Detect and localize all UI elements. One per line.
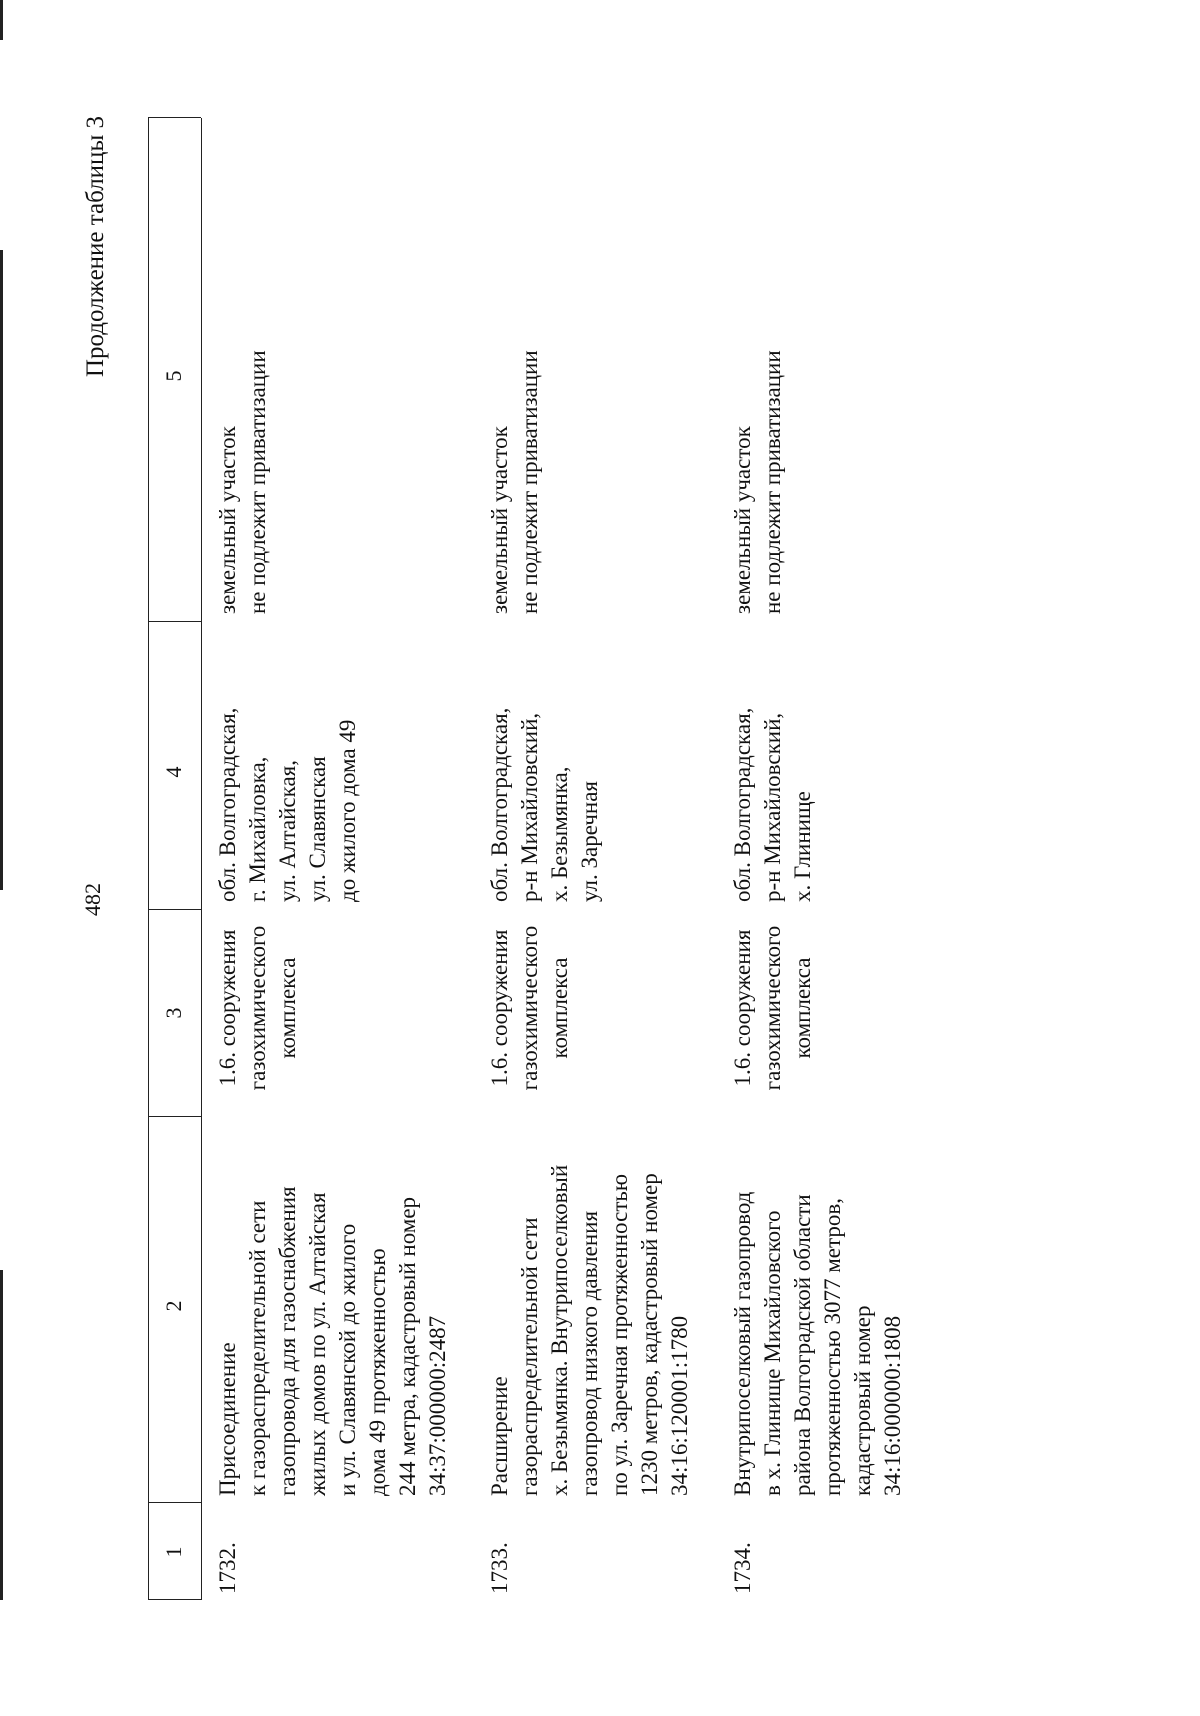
- column-number-4: 4: [161, 766, 186, 778]
- object-name: Расширение газораспределительной сети х. Безымянка. Внутрипоселковый газопровод низкого давления по ул. Заречная протяженностью 1230 метров, кадастровый номер 34:16:120001:1780: [487, 1164, 692, 1496]
- column-divider: [148, 1116, 201, 1117]
- row-number: 1734.: [730, 1542, 755, 1594]
- object-note: земельный участок не подлежит приватизации: [215, 350, 270, 614]
- object-address: обл. Волгоградская, р-н Михайловский, х. Глинище: [730, 707, 815, 902]
- column-number-5: 5: [161, 370, 186, 382]
- column-number-1: 1: [161, 1546, 186, 1558]
- object-type: 1.6. сооружения газохимического комплекса: [730, 925, 815, 1091]
- row-number: 1732.: [215, 1542, 240, 1594]
- scan-edge-mark: [0, 0, 3, 40]
- object-name: Внутрипоселковый газопровод в х. Глинище Михайловского района Волгоградской области протяженностью 3077 метров, кадастровый номер 34:16:000000:1808: [730, 1191, 905, 1496]
- table-caption: Продолжение таблицы 3: [82, 116, 109, 378]
- column-divider: [148, 1502, 201, 1503]
- object-type: 1.6. сооружения газохимического комплекса: [215, 925, 300, 1091]
- header-bottom-rule: [201, 118, 202, 1600]
- column-divider: [148, 117, 201, 118]
- object-name: Присоединение к газораспределительной сети газопровода для газоснабжения жилых домов по ул. Алтайская и ул. Славянской до жилого дома 49 протяженностью 244 метра, кадастровый номер 34:37:000000:2487: [215, 1186, 450, 1496]
- object-note: земельный участок не подлежит приватизации: [730, 350, 785, 614]
- object-type: 1.6. сооружения газохимического комплекса: [487, 925, 572, 1091]
- object-address: обл. Волгоградская, р-н Михайловский, х. Безымянка, ул. Заречная: [487, 707, 602, 902]
- column-divider: [148, 909, 201, 910]
- row-number: 1733.: [487, 1542, 512, 1594]
- column-number-2: 2: [161, 1300, 186, 1312]
- column-divider: [148, 621, 201, 622]
- column-divider: [148, 1599, 201, 1600]
- object-note: земельный участок не подлежит приватизации: [487, 350, 542, 614]
- header-top-rule: [148, 118, 149, 1600]
- scan-edge-mark: [0, 1270, 3, 1600]
- scan-edge-mark: [0, 250, 3, 890]
- column-number-3: 3: [161, 1007, 186, 1019]
- page-number: 482: [80, 883, 105, 916]
- object-address: обл. Волгоградская, г. Михайловка, ул. Алтайская, ул. Славянская до жилого дома 49: [215, 707, 360, 902]
